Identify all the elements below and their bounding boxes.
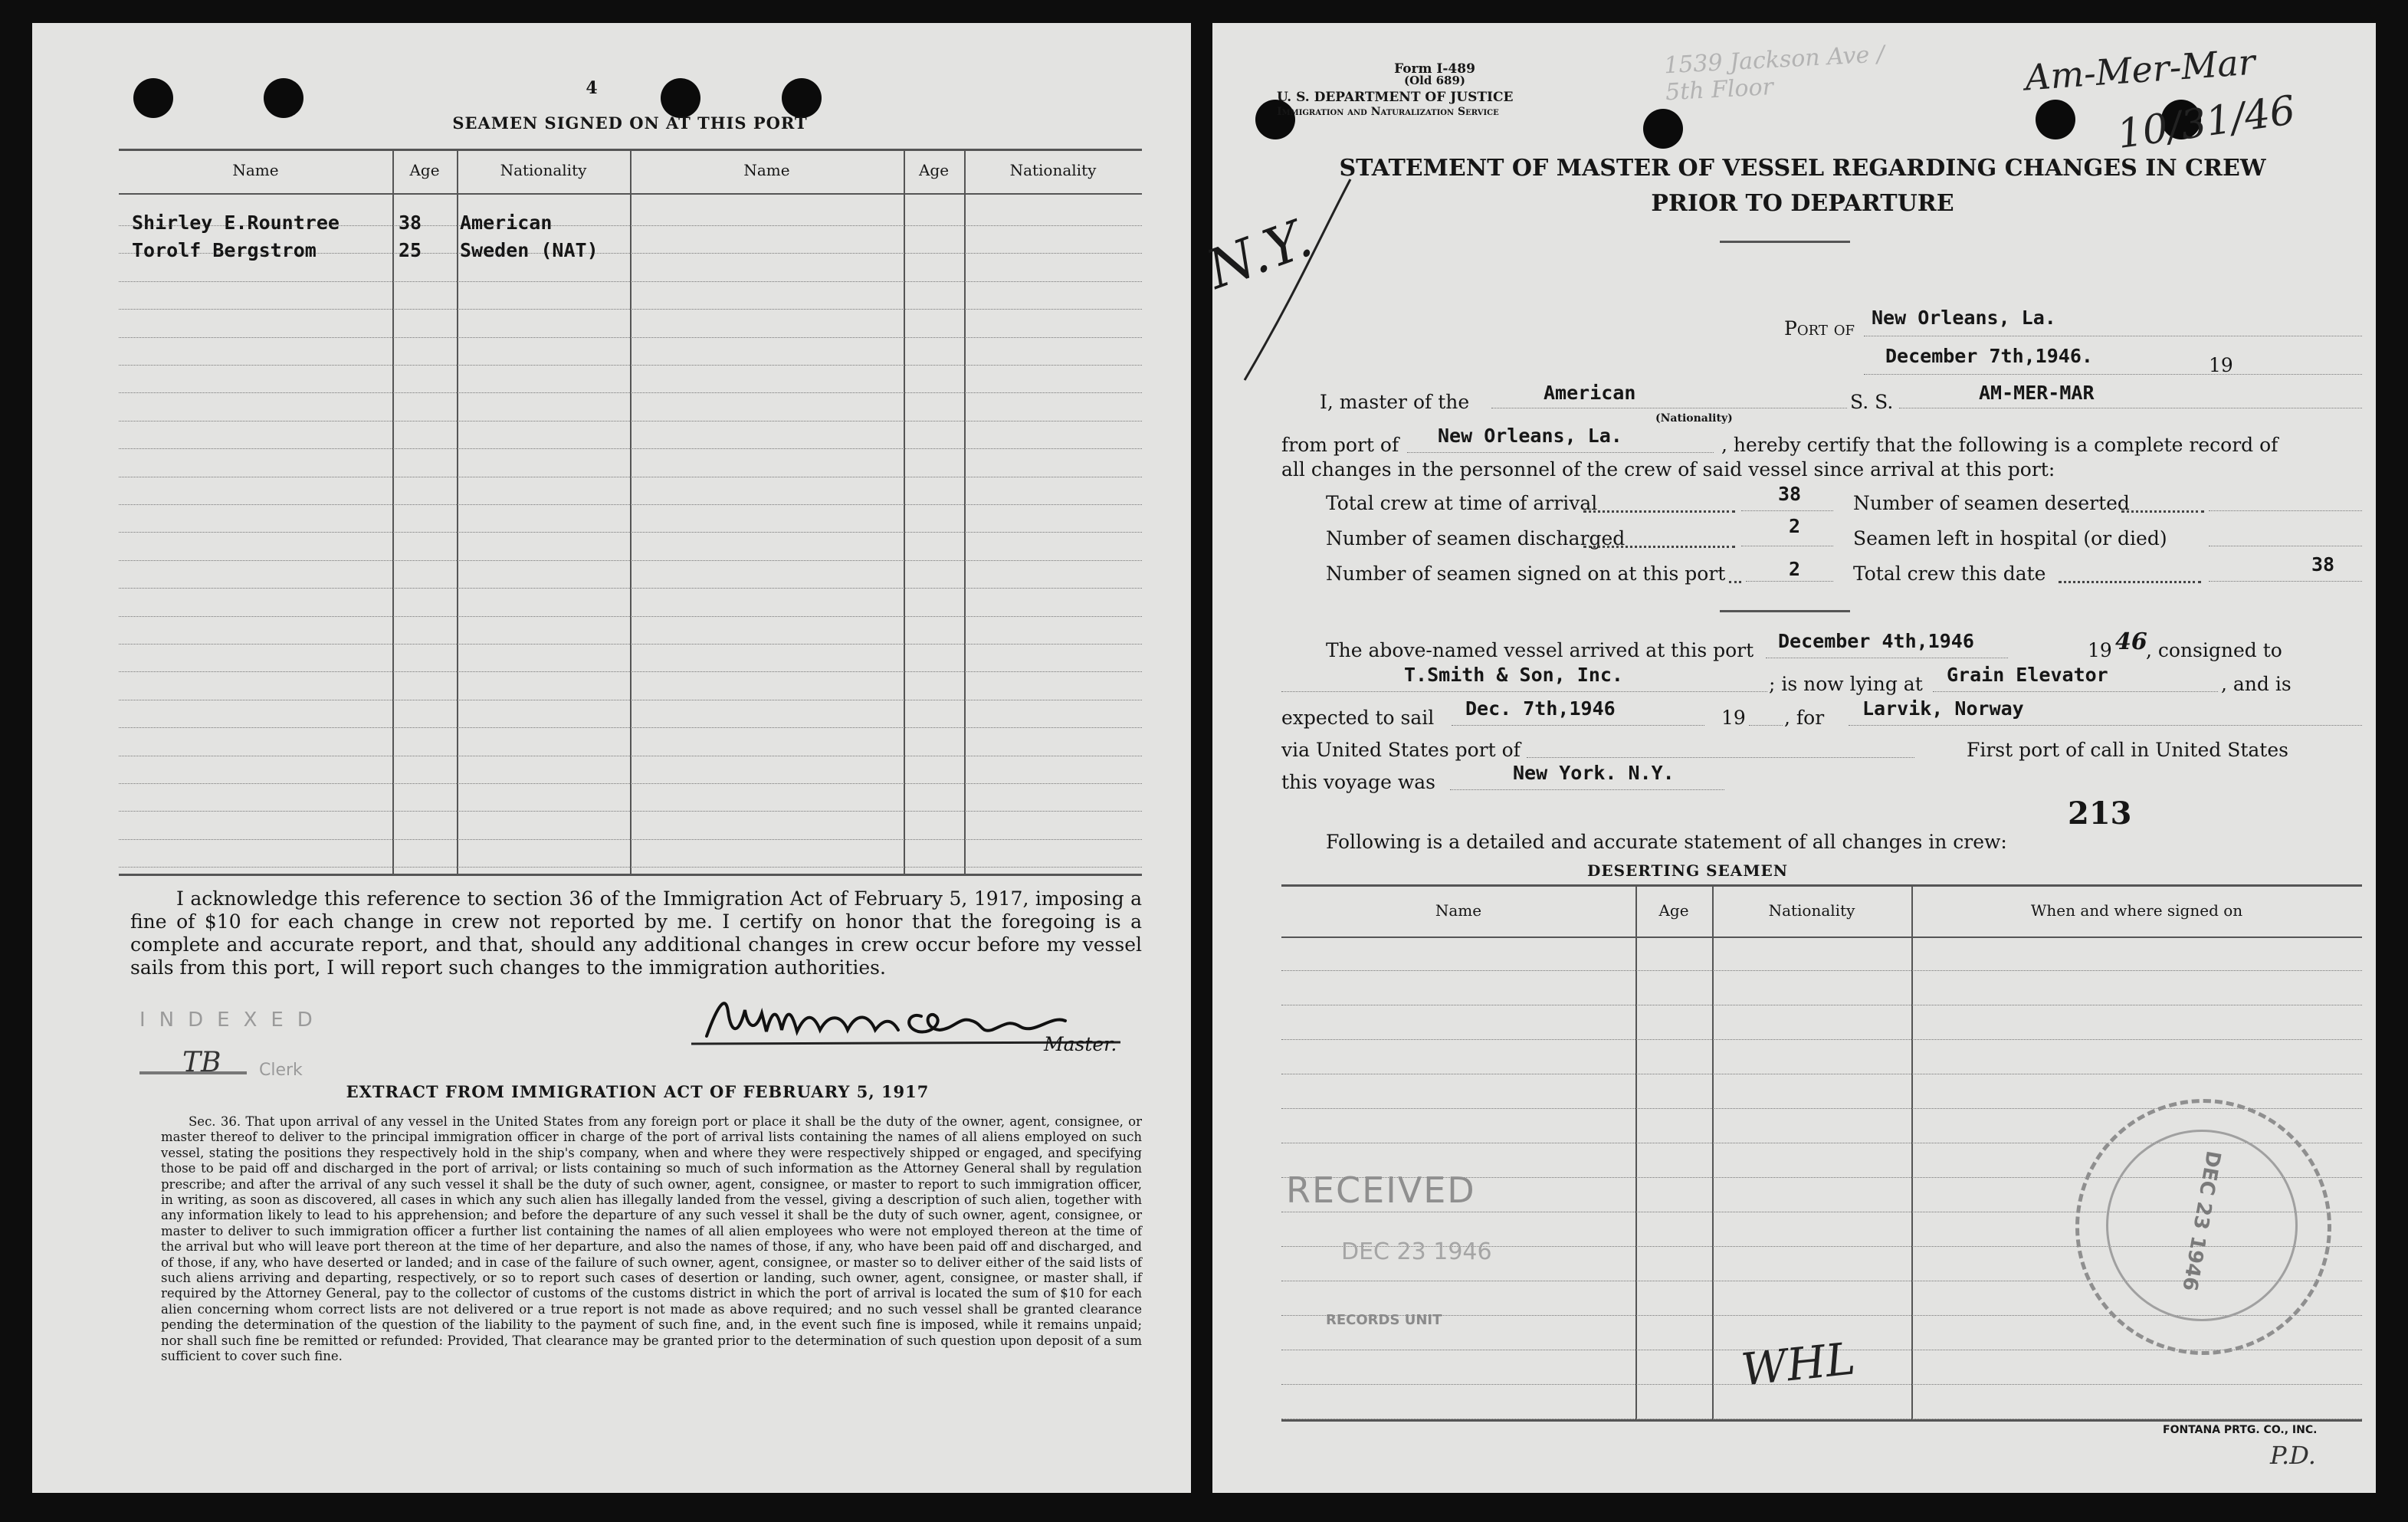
clerk-stamp-line [139,1071,247,1074]
arrived-year-prefix: 19 [2088,639,2112,661]
stat-value-discharged: 2 [1789,515,1801,537]
table-row-rule [119,727,1142,728]
deserting-table-header-rule [1281,936,2362,938]
column-header-name: Name [232,161,279,179]
leader-dots [1583,510,1735,513]
clerk-initials: TB [182,1047,221,1078]
column-header-age: Age [918,161,950,179]
master-of-label: I, master of the [1320,391,1470,413]
ship-name: AM-MER-MAR [1979,382,2095,404]
handwritten-ship-name: Am-Mer-Mar [2023,41,2257,99]
statement-title: STATEMENT OF MASTER OF VESSEL REGARDING CHANGES IN CREW [1339,155,2266,182]
round-postmark-date: DEC 23 1946 [2177,1149,2225,1293]
fill-line [1527,757,1914,758]
lying-location: Grain Elevator [1947,664,2108,686]
seaman-age: 38 [399,212,422,234]
leader-dots [1583,546,1735,548]
master-label: Master. [1044,1033,1117,1055]
nationality-caption: (Nationality) [1655,412,1733,425]
table-row-rule [119,504,1142,505]
lying-label: ; is now lying at [1769,673,1923,695]
table-row-rule [1281,1039,2362,1040]
certify-text-2: all changes in the personnel of the crew of said vessel since arrival at this port: [1281,458,2055,481]
sail-date: Dec. 7th,1946 [1465,697,1616,720]
table-row-rule [119,867,1142,868]
punch-hole [2036,100,2075,139]
column-divider [904,149,905,874]
from-port-label: from port of [1281,434,1399,456]
ss-label: S. S. [1850,391,1894,413]
table-bottom-rule [119,874,1142,876]
printer-credit: FONTANA PRTG. CO., INC. [2163,1424,2318,1436]
column-divider [1712,884,1714,1419]
seaman-name: Torolf Bergstrom [132,239,317,261]
punch-hole [1643,109,1683,149]
vessel-nationality: American [1544,382,1636,404]
consignee: T.Smith & Son, Inc. [1404,664,1623,686]
column-header-nationality: Nationality [500,161,587,179]
fill-line [1849,725,2362,726]
arrived-date: December 4th,1946 [1778,630,1974,652]
fill-line [1407,452,1714,453]
left-page [32,23,1191,1493]
fill-line [1452,725,1704,726]
section-title: SEAMEN SIGNED ON AT THIS PORT [452,113,808,133]
stat-value-total-date: 38 [2311,553,2335,576]
extract-title: EXTRACT FROM IMMIGRATION ACT OF FEBRUARY 5, 1917 [346,1082,930,1101]
stat-label-hospital: Seamen left in hospital (or died) [1853,527,2167,549]
port-of-label: Port of [1784,317,1855,339]
stat-label-discharged: Number of seamen discharged [1326,527,1626,549]
column-divider [457,149,458,874]
year-prefix: 19 [2209,354,2233,376]
stat-label-signed-on: Number of seamen signed on at this port [1326,563,1726,585]
table-row-rule [119,532,1142,533]
leader-dots [2059,581,2201,583]
deserting-header-age: Age [1658,901,1689,920]
stat-value-signed-on: 2 [1789,558,1801,580]
column-divider [392,149,394,874]
margin-note: N.Y. [1199,205,1320,302]
service-name: Immigration and Naturalization Service [1277,106,1499,118]
punch-hole [661,78,700,118]
statement-subtitle: PRIOR TO DEPARTURE [1651,190,1954,217]
table-row-rule [119,448,1142,449]
expected-label: expected to sail [1281,707,1435,729]
deserting-header-name: Name [1435,901,1482,920]
table-row-rule [1281,970,2362,971]
leader-dots [2121,510,2204,513]
column-divider [1635,884,1637,1419]
stamped-number: 213 [2068,795,2132,832]
fill-line [2209,510,2362,511]
from-port-value: New Orleans, La. [1438,425,1622,447]
column-header-nationality: Nationality [1009,161,1097,179]
punch-hole [782,78,822,118]
stat-label-deserted: Number of seamen deserted [1853,492,2130,514]
punch-hole [264,78,303,118]
acknowledgement-text: I acknowledge this reference to section 36 of the Immigration Act of February 5, 1917, imposing a fine of $10 for each change in crew not reported by me. I certify on honor that the foregoing is a complete and accurate report, and that, should any additional changes in crew occur before my vessel sails from this port, I will report such changes to the immigration authorities. [130,887,1142,979]
via-label: via United States port of [1281,739,1521,761]
form-old-number: (Old 689) [1404,74,1465,87]
column-divider [1911,884,1913,1419]
table-row-rule [119,365,1142,366]
records-stamp: RECORDS UNIT [1326,1312,1442,1328]
stat-label-total-date: Total crew this date [1853,563,2046,585]
arrived-label: The above-named vessel arrived at this port [1326,639,1754,661]
clerk-stamp: Clerk [259,1061,303,1080]
corner-initials: P.D. [2270,1441,2316,1470]
statement-date: December 7th,1946. [1885,345,2093,367]
sail-year-prefix: 19 [1721,707,1746,729]
department-name: U. S. DEPARTMENT OF JUSTICE [1277,90,1514,105]
seaman-age: 25 [399,239,422,261]
column-divider [964,149,966,874]
seaman-nationality: Sweden (NAT) [460,239,599,261]
arrived-year-suffix: 46 [2115,628,2147,655]
seaman-nationality: American [460,212,553,234]
for-label: , for [1784,707,1825,729]
and-is-label: , and is [2221,673,2292,695]
table-row-rule [119,811,1142,812]
fill-line [1933,691,2218,692]
leader-dots [1729,581,1741,583]
deserting-header-signed-on: When and where signed on [2030,901,2243,920]
table-row-rule [119,309,1142,310]
table-row-rule [119,671,1142,672]
deserting-title: DESERTING SEAMEN [1587,861,1788,880]
column-header-name: Name [743,161,790,179]
table-row-rule [119,783,1142,784]
table-row-rule [119,421,1142,422]
table-row-rule [119,337,1142,338]
first-port-label: First port of call in United States [1967,739,2288,761]
page-number: 4 [586,78,598,98]
handwritten-date: 10/31/46 [2114,87,2298,158]
deserting-table-bottom [1281,1419,2362,1422]
table-row-rule [119,281,1142,282]
received-stamp-date: DEC 23 1946 [1341,1238,1492,1265]
table-row-rule [119,616,1142,617]
fill-line [1864,374,2362,375]
pencil-note: 1539 Jackson Ave / 5th Floor [1663,41,1885,107]
stat-label-total-arrival: Total crew at time of arrival [1326,492,1598,514]
following-label: Following is a detailed and accurate statement of all changes in crew: [1326,831,2007,853]
consigned-label: , consigned to [2146,639,2282,661]
fill-line [1749,725,1783,726]
stat-value-total-arrival: 38 [1778,483,1802,505]
fill-line [1281,691,1767,692]
seaman-name: Shirley E.Rountree [132,212,340,234]
indexed-stamp: INDEXED [139,1009,326,1032]
officer-initials: WHL [1738,1332,1858,1396]
column-divider [630,149,632,874]
table-row-rule [119,839,1142,840]
extract-text: Sec. 36. That upon arrival of any vessel in the United States from any foreign port or place it shall be the duty of the owner, agent, consignee, or master thereof to deliver to the principal immigration officer in charge of the port of arrival lists containing the names of all aliens employed on such vessel, stating the positions they respectively hold in the ship's company, when and where they were respectively shipped or engaged, and specifying those to be paid off and discharged in the port of arrival; or lists containing so much of such information as the Attorney General shall by regulation prescribe; and after the arrival of any such vessel it shall be the duty of such owner, agent, consignee, or master to report to such immigration officer, in writing, as soon as discovered, all cases in which any such alien has illegally landed from the vessel, giving a description of such alien, together with any information likely to lead to his apprehension; and before the departure of any such vessel it shall be the duty of such owner, agent, consignee, or master to deliver to such immigration officer a further list containing the names of all alien employees who were not employed thereon at the time of the arrival but who will leave port thereon at the time of her departure, and also the names of those, if any, who have been paid off and discharged, and of those, if any, who have deserted or landed; and in case of the failure of such owner, agent, consignee, or master so to deliver either of the said lists of such aliens arriving and departing, respectively, or so to report such cases of desertion or landing, such owner, agent, consignee, or master shall, if required by the Attorney General, pay to the collector of customs of the customs district in which the port of arrival is located the sum of $10 for each alien concerning whom correct lists are not delivered or a true report is not made as above required; and no such vessel shall be granted clearance pending the determination of the question of the liability to the payment of such fine, and, in the event such fine is imposed, while it remains unpaid; nor shall such fine be remitted or refunded: Provided, That clearance may be granted prior to the determination of such question upon deposit of a sum sufficient to cover such fine. [161,1114,1142,1364]
fill-line [2209,581,2362,582]
fill-line [1746,581,1833,582]
fill-line [1741,510,1833,511]
table-row-rule [119,560,1142,561]
fill-line [1450,789,1724,790]
section-divider [1720,610,1850,612]
deserting-table-top [1281,884,2362,887]
form-number: Form I-489 [1394,61,1475,77]
right-page [1199,23,2376,1493]
voyage-label: this voyage was [1281,771,1436,793]
table-row-rule [119,644,1142,645]
received-stamp: RECEIVED [1286,1169,1476,1211]
column-header-age: Age [409,161,440,179]
table-row-rule [119,588,1142,589]
voyage-value: New York. N.Y. [1513,762,1675,784]
deserting-header-nationality: Nationality [1768,901,1855,920]
title-underline [1720,241,1850,243]
punch-hole [133,78,173,118]
destination: Larvik, Norway [1862,697,2024,720]
port-value: New Orleans, La. [1872,307,2056,329]
table-row-rule [119,392,1142,393]
certify-text: , hereby certify that the following is a complete record of [1721,434,2278,456]
